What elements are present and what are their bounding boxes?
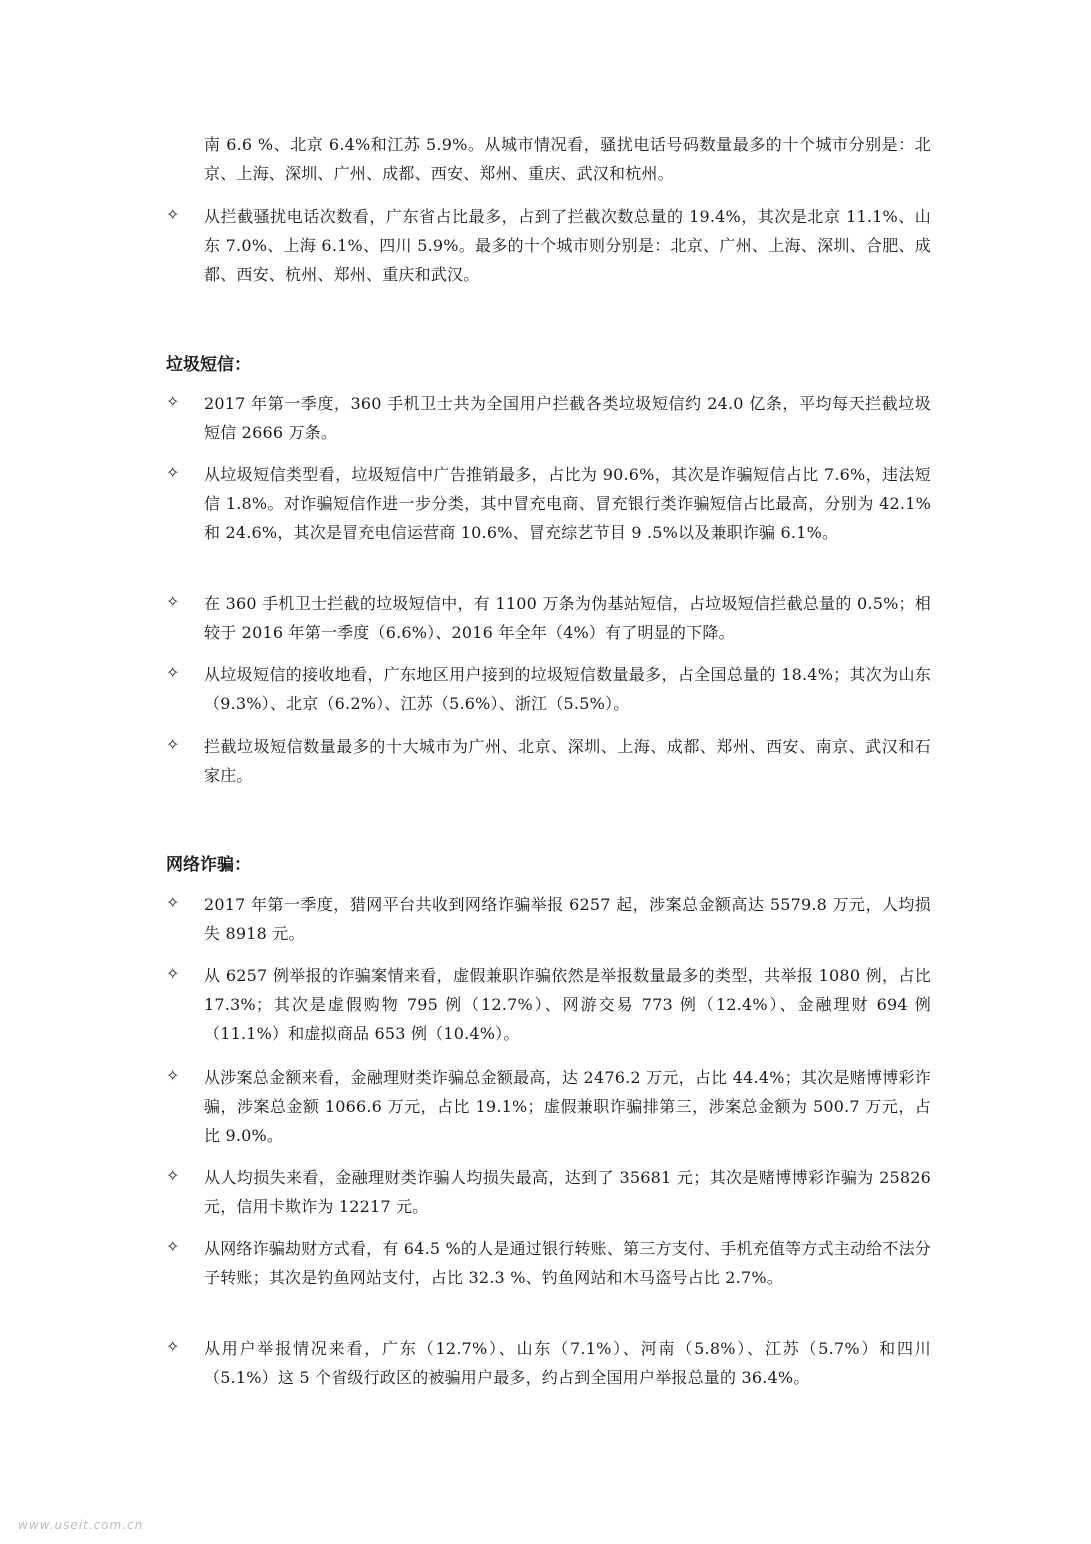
spam-bullet-2 — [166, 460, 931, 547]
spam-bullet-3 — [166, 589, 931, 647]
fraud-bullet-6 — [166, 1334, 931, 1392]
bullet-diamond-icon: ✧ — [166, 964, 180, 983]
section-heading-fraud: 网络诈骗： — [166, 855, 251, 875]
intro-bullet-1 — [166, 202, 931, 289]
bullet-diamond-icon: ✧ — [166, 1166, 180, 1185]
fraud-bullet-5 — [166, 1234, 931, 1292]
bullet-text: 从人均损失来看，金融理财类诈骗人均损失最高，达到了 35681 元；其次是赌博博彩诈骗为 25826 元，信用卡欺诈为 12217 元。 — [204, 1168, 931, 1216]
paragraph-text: 南 6.6 %、北京 6.4%和江苏 5.9%。从城市情况看，骚扰电话号码数量最多的十个城市分别是：北京、上海、深圳、广州、成都、西安、郑州、重庆、武汉和杭州。 — [204, 135, 931, 183]
bullet-diamond-icon: ✧ — [166, 735, 180, 754]
bullet-diamond-icon: ✧ — [166, 392, 180, 411]
bullet-text: 2017 年第一季度，猎网平台共收到网络诈骗举报 6257 起，涉案总金额高达 5579.8 万元，人均损失 8918 元。 — [204, 895, 931, 943]
bullet-diamond-icon: ✧ — [166, 1237, 180, 1256]
bullet-text: 拦截垃圾短信数量最多的十大城市为广州、北京、深圳、上海、成都、郑州、西安、南京、武汉和石家庄。 — [204, 737, 931, 785]
bullet-diamond-icon: ✧ — [166, 463, 180, 482]
spam-bullet-5 — [166, 732, 931, 790]
bullet-diamond-icon: ✧ — [166, 893, 180, 912]
bullet-text: 从 6257 例举报的诈骗案情来看，虚假兼职诈骗依然是举报数量最多的类型，共举报 1080 例，占比 17.3%；其次是虚假购物 795 例（12.7%）、网游交易 773 例（12.4%）、金融理财 694 例（11.1%）和虚拟商品 653 例（10.4%）。 — [204, 966, 931, 1043]
fraud-bullet-4 — [166, 1163, 931, 1221]
bullet-diamond-icon: ✧ — [166, 1066, 180, 1085]
fraud-bullet-2 — [166, 961, 931, 1048]
bullet-text: 在 360 手机卫士拦截的垃圾短信中，有 1100 万条为伪基站短信，占垃圾短信拦截总量的 0.5%；相较于 2016 年第一季度（6.6%）、2016 年全年（4%）有了明显的下降。 — [204, 594, 931, 642]
bullet-diamond-icon: ✧ — [166, 1337, 180, 1356]
spam-bullet-1 — [166, 389, 931, 447]
bullet-diamond-icon: ✧ — [166, 663, 180, 682]
spam-bullet-4 — [166, 660, 931, 718]
bullet-text: 从拦截骚扰电话次数看，广东省占比最多，占到了拦截次数总量的 19.4%，其次是北京 11.1%、山东 7.0%、上海 6.1%、四川 5.9%。最多的十个城市则分别是：北京、广州、上海、深圳、合肥、成都、西安、杭州、郑州、重庆和武汉。 — [204, 207, 931, 284]
watermark: www.useit.com.cn — [18, 1518, 144, 1532]
bullet-text: 2017 年第一季度，360 手机卫士共为全国用户拦截各类垃圾短信约 24.0 亿条，平均每天拦截垃圾短信 2666 万条。 — [204, 394, 931, 442]
bullet-diamond-icon: ✧ — [166, 592, 180, 611]
bullet-diamond-icon: ✧ — [166, 205, 180, 224]
bullet-text: 从涉案总金额来看，金融理财类诈骗总金额最高，达 2476.2 万元，占比 44.4%；其次是赌博博彩诈骗，涉案总金额 1066.6 万元，占比 19.1%；虚假兼职诈骗排第三，涉案总金额为 500.7 万元，占比 9.0%。 — [204, 1068, 931, 1145]
fraud-bullet-1 — [166, 890, 931, 948]
section-heading-spam: 垃圾短信： — [166, 355, 251, 375]
bullet-text: 从垃圾短信类型看，垃圾短信中广告推销最多，占比为 90.6%，其次是诈骗短信占比 7.6%，违法短信 1.8%。对诈骗短信作进一步分类，其中冒充电商、冒充银行类诈骗短信占比最高，分别为 42.1%和 24.6%，其次是冒充电信运营商 10.6%、冒充综艺节目 9 .5%以及兼职诈骗 6.1%。 — [204, 465, 931, 542]
bullet-text: 从网络诈骗劫财方式看，有 64.5 %的人是通过银行转账、第三方支付、手机充值等方式主动给不法分子转账；其次是钓鱼网站支付，占比 32.3 %、钓鱼网站和木马盗号占比 2.7%。 — [204, 1239, 931, 1287]
intro-continuation — [166, 130, 931, 188]
fraud-bullet-3 — [166, 1063, 931, 1150]
bullet-text: 从垃圾短信的接收地看，广东地区用户接到的垃圾短信数量最多，占全国总量的 18.4%；其次为山东（9.3%）、北京（6.2%）、江苏（5.6%）、浙江（5.5%）。 — [204, 665, 931, 713]
bullet-text: 从用户举报情况来看，广东（12.7%）、山东（7.1%）、河南（5.8%）、江苏（5.7%）和四川（5.1%）这 5 个省级行政区的被骗用户最多，约占到全国用户举报总量的 36.4%。 — [204, 1339, 931, 1387]
